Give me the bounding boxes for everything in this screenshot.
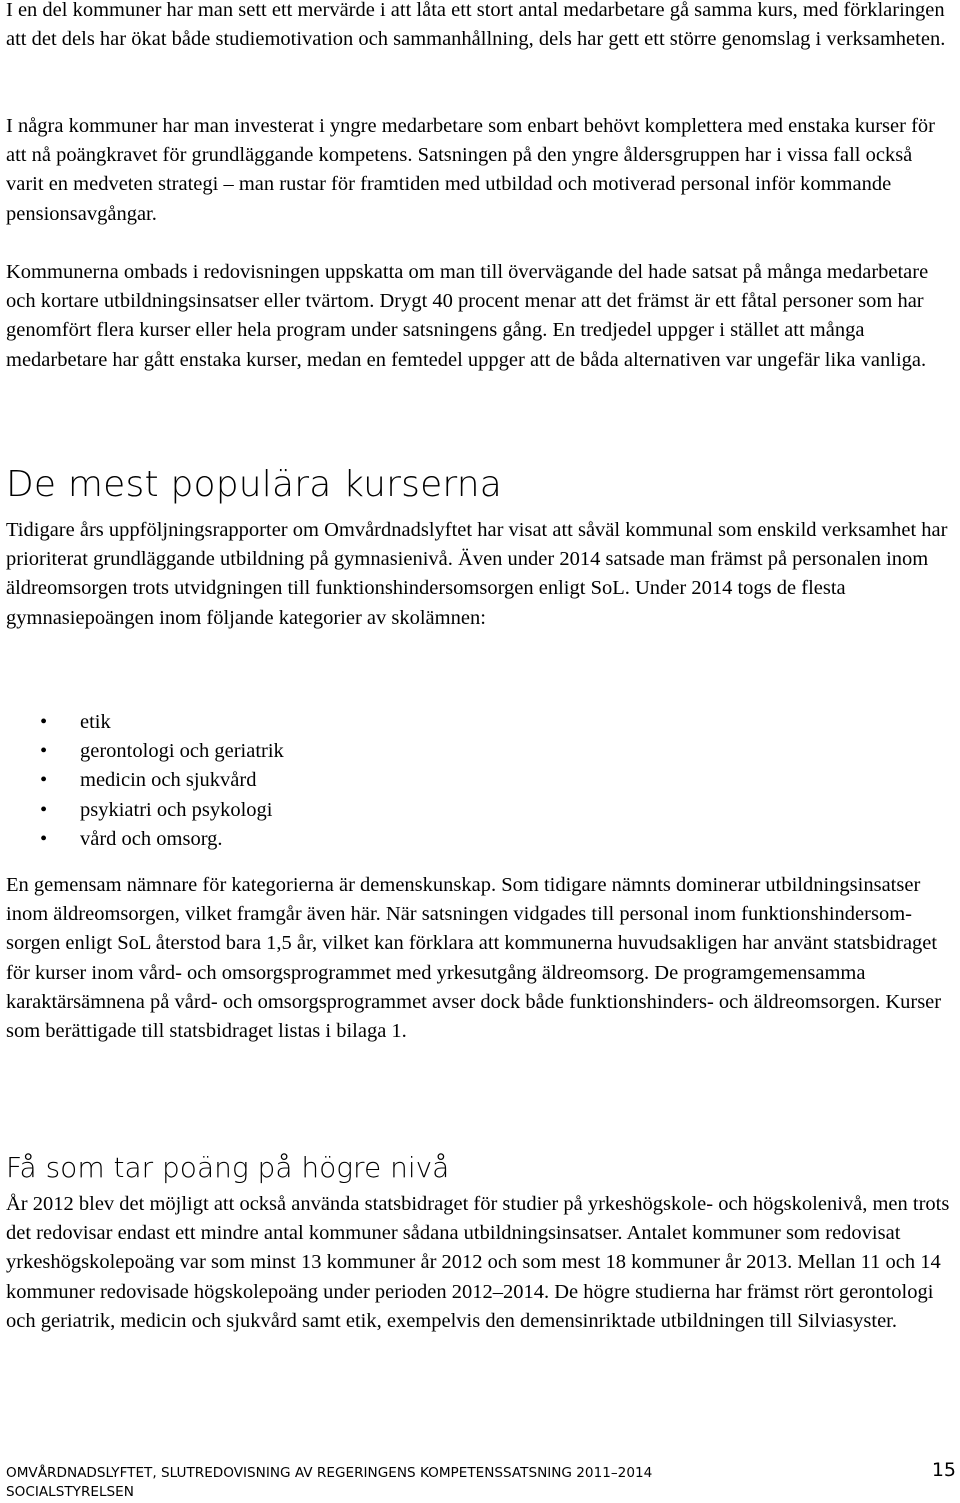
list-item-text: gerontologi och geriatrik — [80, 740, 284, 763]
section-heading-higher-level: Få som tar poäng på högre nivå — [6, 1151, 450, 1184]
subject-category-list — [6, 708, 284, 854]
list-item-text: psykiatri och psykologi — [80, 798, 273, 821]
bullet-icon: • — [40, 827, 48, 850]
page-number: 15 — [931, 1459, 956, 1481]
page-footer — [6, 1464, 954, 1502]
bullet-icon: • — [40, 798, 48, 821]
paragraph-intro: I en del kommuner har man sett ett mervärde i att låta ett stort antal medarbetare gå samma kurs, med förklaringen att det dels har ökat både studiemotivation och sammanhållning, dels har gett ett större genomslag i verksamheten. — [6, 0, 946, 51]
section-heading-popular-courses: De mest populära kurserna — [6, 464, 503, 505]
list-item-text: etik — [80, 711, 111, 733]
paragraph-common-denominator: En gemensam nämnare för kategorierna är demenskunskap. Som tidigare nämnts dominerar utbildningsinsatser inom äldreomsorgen, vilket framgår även här. När satsningen vidgades till personal inom funktionshindersomsorgen enligt SoL återstod bara 1,5 år, vilket kan förklara att kommunerna huvudsakligen har använt statsbidraget för kurser inom vård- och omsorgsprogrammet med yrkesutgång äldreomsorg. De programgemensamma karaktärsämnena på vård- och omsorgsprogrammet avser dock både funktionshinders- och äldreomsorgen. Kurser som berättigade till statsbidraget listas i bilaga 1. — [6, 874, 942, 1043]
list-item-text: medicin och sjukvård — [80, 769, 257, 792]
paragraph-previous-reports: Tidigare års uppföljningsrapporter om Omvårdnadslyftet har visat att såväl kommunal som enskild verksamhet har prioriterat grundläggande utbildning på gymnasienivå. Även under 2014 satsade man främst på personalen inom äldreomsorgen trots utvidgningen till funktionshindersomsorgen enligt SoL. Under 2014 togs de flesta gymnasiepoängen inom följande kategorier av skolämnen: — [6, 519, 948, 629]
bullet-icon: • — [40, 769, 48, 792]
list-item — [6, 737, 284, 766]
list-item — [6, 708, 284, 737]
list-item — [6, 796, 284, 825]
bullet-icon: • — [40, 711, 48, 733]
paragraph-survey-results: Kommunerna ombads i redovisningen uppskatta om man till övervägande del hade satsat på många medarbetare och kortare utbildningsinsatser eller tvärtom. Drygt 40 procent menar att det främst är ett fåtal personer som har genomfört flera kurser eller hela program under satsningens gång. En tredjedel uppger i stället att många medarbetare har gått enstaka kurser, medan en femtedel uppger att de båda alternativen var ungefär lika vanliga. — [6, 261, 929, 371]
list-item-text: vård och omsorg. — [80, 827, 223, 850]
paragraph-higher-education: År 2012 blev det möjligt att också använda statsbidraget för studier på yrkeshögskole- och högskolenivå, men trots det redovisar endast ett mindre antal kommuner sådana utbildningsinsatser. Antalet kommuner som redovisat yrkeshögskolepoäng var som minst 13 kommuner år 2012 och som mest 18 kommuner år 2013. Mellan 11 och 14 kommuner redovisade högskolepoäng under perioden 2012–2014. De högre studierna har främst rört gerontologi och geriatrik, medicin och sjukvård samt etik, exempelvis den demensinriktade utbildningen till Silviasyster. — [6, 1193, 950, 1332]
footer-report-title: OMVÅRDNADSLYFTET, SLUTREDOVISNING AV REGERINGENS KOMPETENSSATSNING 2011–2014 — [6, 1465, 653, 1481]
footer-publisher: SOCIALSTYRELSEN — [6, 1484, 134, 1500]
paragraph-younger-staff: I några kommuner har man investerat i yngre medarbetare som enbart behövt komplettera med enstaka kurser för att nå poängkravet för grundläggande kompetens. Satsningen på den yngre åldersgruppen har i vissa fall också varit en medveten strategi – man rustar för framtiden med utbildad och motiverad personal inför kommande pensionsavgångar. — [6, 115, 935, 225]
list-item — [6, 766, 284, 795]
list-item — [6, 825, 284, 854]
bullet-icon: • — [40, 740, 48, 763]
